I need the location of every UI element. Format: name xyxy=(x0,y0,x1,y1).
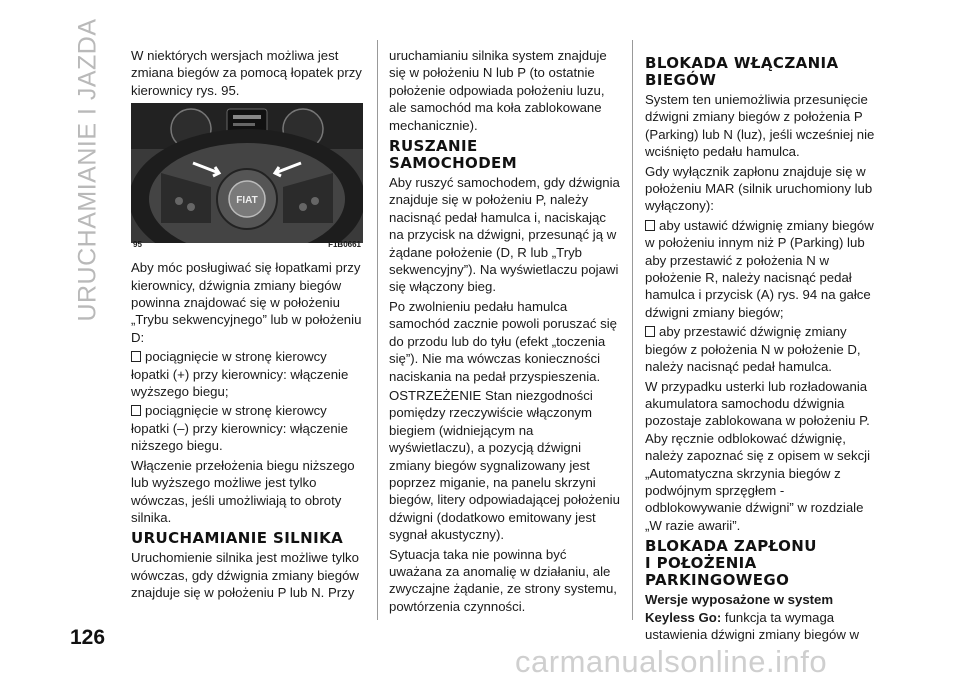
page-number: 126 xyxy=(70,626,106,649)
paragraph: Po zwolnieniu pedału hamulca samochód zacznie powoli poruszać się do przodu lub do tyłu (efekt „toczenia się”). Nie ma wówczas konieczności naciskania na pedał przyspieszenia. xyxy=(389,298,617,384)
paragraph: Sytuacja taka nie powinna być uważana za anomalię w działaniu, ale zwyczajne żądanie, ze strony systemu, powtórzenia czynności. xyxy=(389,546,617,614)
chapter-title: URUCHAMIANIE I JAZDA xyxy=(73,18,102,322)
column-1 xyxy=(131,47,363,604)
figure-code: F1B0661 xyxy=(328,239,361,249)
column-2 xyxy=(389,47,621,617)
paragraph: Aby móc posługiwać się łopatkami przy kierownicy, dźwignia zmiany biegów powinna znajdować się w położeniu „Trybu sekwencyjnego” lub w położeniu D: xyxy=(131,260,362,345)
paragraph: System ten uniemożliwia przesunięcie dźwigni zmiany biegów z położenia P (Parking) lub N (luz), jeśli wcześniej nie wciśnięto pedału hamulca. xyxy=(645,92,875,160)
chapter-side-tab xyxy=(68,18,108,322)
paragraph: Uruchomienie silnika jest możliwe tylko wówczas, gdy dźwignia zmiany biegów znajduje się w położeniu P lub N. Przy xyxy=(131,550,359,601)
warning-paragraph: OSTRZEŻENIE Stan niezgodności pomiędzy rzeczywiście włączonym biegiem (widniejącym na wyświetlaczu), a pozycją dźwigni zmiany biegów sygnalizowany jest poprzez miganie, na panelu skrzyni biegów, litery odpowiadającej położeniu dźwigni (dodatkowo emitowany jest sygnał akustyczny). xyxy=(389,387,620,543)
bullet-item: pociągnięcie w stronę kierowcy łopatki (–) przy kierownicy: włączenie niższego biegu. xyxy=(131,403,348,454)
bullet-square-icon xyxy=(131,405,141,416)
subheading: Wersje wyposażone w system Keyless Go: xyxy=(645,592,834,625)
figure-number: 95 xyxy=(133,239,142,249)
section-heading: RUSZANIE SAMOCHODEM xyxy=(389,137,518,173)
bullet-item: aby ustawić dźwignię zmiany biegów w położeniu innym niż P (Parking) lub aby przestawić z położenia N w położenie R, należy nacisnąć pedał hamulca i przycisk (A) rys. 94 na gałce dźwigni zmiany biegów; xyxy=(645,217,874,320)
paragraph: Gdy wyłącznik zapłonu znajduje się w położeniu MAR (silnik uruchomiony lub wyłączony): xyxy=(645,163,873,214)
figure-95 xyxy=(131,103,363,253)
paragraph: Aby ruszyć samochodem, gdy dźwignia znajduje się w położeniu P, należy nacisnąć pedał hamulca i, naciskając na przycisk na dźwigni, przesunąć ją w żądane położenie (D, R lub „Tryb sekwencyjny”). Na wyświetlaczu pojawi się włączony bieg. xyxy=(389,175,620,295)
section-heading: URUCHAMIANIE SILNIKA xyxy=(131,529,344,548)
bullet-square-icon xyxy=(131,351,141,362)
paragraph: Włączenie przełożenia biegu niższego lub wyższego możliwe jest tylko wówczas, jeśli umożliwiają to obroty silnika. xyxy=(131,457,355,525)
paragraph: W niektórych wersjach możliwa jest zmiana biegów za pomocą łopatek przy kierownicy rys. 95. xyxy=(131,48,362,98)
bullet-square-icon xyxy=(645,220,655,231)
watermark: carmanualsonline.info xyxy=(515,644,828,679)
section-heading: BLOKADA WŁĄCZANIA BIEGÓW xyxy=(645,54,839,89)
paragraph: W przypadku usterki lub rozładowania akumulatora samochodu dźwignia pozostaje zablokowana w położeniu P. Aby ręcznie odblokować dźwignię, należy zapoznać się z opisem w sekcji „Automatyczna skrzynia biegów z podwójnym sprzęgłem - odblokowywanie dźwigni” w rozdziale „W razie awarii”. xyxy=(645,378,871,533)
bullet-square-icon xyxy=(645,326,655,337)
column-divider xyxy=(632,40,633,620)
svg-text:FIAT: FIAT xyxy=(236,195,258,207)
column-3: BLOKADA WŁĄCZANIA BIEGÓW System ten uniemożliwia przesunięcie dźwigni zmiany biegów z położenia P (Parking) lub N (luz), jeśli wcześniej nie wciśnięto pedału hamulca. Gdy wyłącznik zapłonu znajduje się w położeniu MAR (silnik uruchomiony lub wyłączony): aby ustawić dźwignię zmiany biegów w położeniu innym niż P (Parking) lub aby przestawić z położenia N w położenie R, należy nacisnąć pedał hamulca i przycisk (A) rys. 94 na gałce dźwigni zmiany biegów; aby przestawić dźwignię zmiany biegów z położenia N w położenie D, należy nacisnąć pedał hamulca. W przypadku usterki lub rozładowania akumulatora samochodu dźwignia pozostaje zablokowana w położeniu P. Aby ręcznie odblokować dźwignię, należy zapoznać się z opisem w sekcji „Automatyczna skrzynia biegów z podwójnym sprzęgłem - odblokowywanie dźwigni” w rozdziale „W razie awarii”. BLOKADA ZAPŁONU I POŁOŻENIA PARKINGOWEGO Wersje wyposażone w system Keyless Go: funkcja ta wymaga ustawienia dźwigni zmiany biegów w xyxy=(645,47,877,645)
paragraph: uruchamianiu silnika system znajduje się w położeniu N lub P (to ostatnie położenie odpowiada położeniu luzu, ale samochód ma koła zablokowane mechanicznie). xyxy=(389,48,607,133)
section-heading: BLOKADA ZAPŁONU I POŁOŻENIA PARKINGOWEGO xyxy=(645,537,817,590)
column-divider xyxy=(377,40,378,620)
bullet-item: pociągnięcie w stronę kierowcy łopatki (+) przy kierownicy: włączenie wyższego biegu; xyxy=(131,349,349,400)
bullet-item: aby przestawić dźwignię zmiany biegów z położenia N w położenie D, należy nacisnąć pedał hamulca. xyxy=(645,324,861,375)
steering-wheel-image xyxy=(131,103,363,243)
